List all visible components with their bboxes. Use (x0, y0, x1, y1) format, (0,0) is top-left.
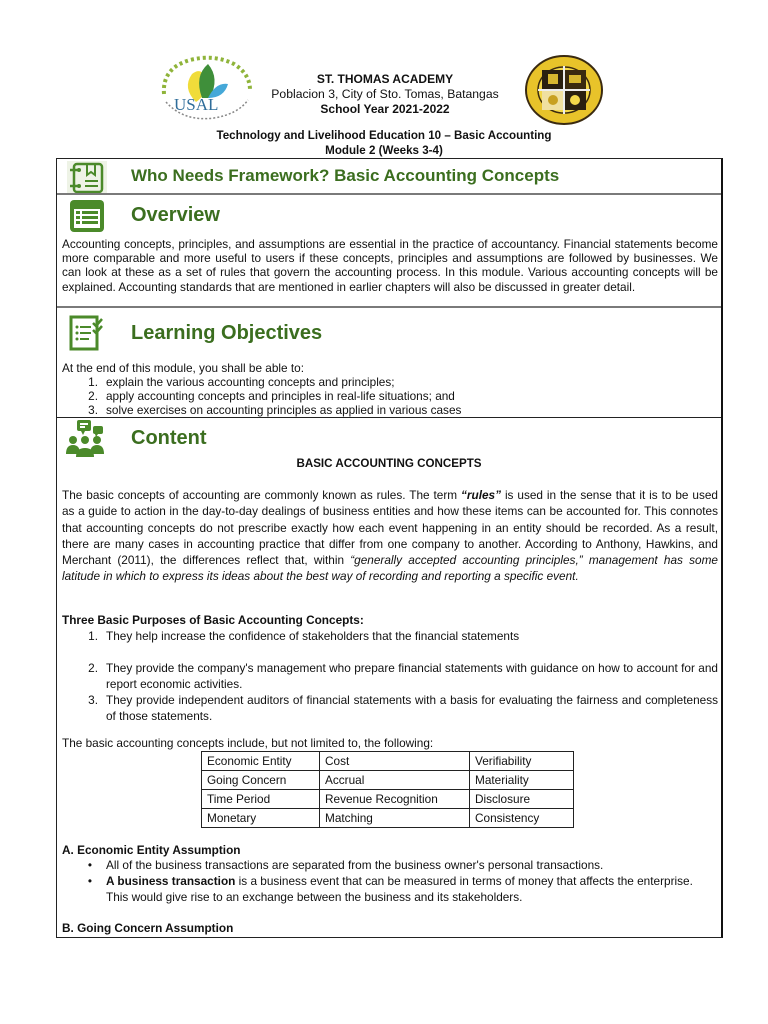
school-name: ST. THOMAS ACADEMY (316, 72, 454, 86)
objectives-list (62, 375, 718, 418)
list-item (62, 389, 718, 403)
concepts-table (201, 751, 574, 828)
table-row (202, 771, 574, 790)
bullet-item (62, 873, 718, 905)
divider (57, 193, 721, 195)
list-number: 1. (88, 375, 98, 389)
business-transaction-term: A business transaction (106, 874, 236, 888)
list-number: 2. (88, 389, 98, 404)
divider (57, 417, 721, 418)
bullet-text (106, 873, 718, 905)
module-number: Module 2 (Weeks 3-4) (325, 144, 443, 157)
table-row (202, 752, 574, 771)
list-item (62, 403, 718, 417)
list-item (62, 375, 718, 389)
module-content-frame (56, 158, 723, 938)
subject-title: Technology and Livelihood Education 10 – Basic Accounting (216, 129, 552, 142)
section-a-heading: A. Economic Entity Assumption (62, 843, 241, 857)
table-cell: Revenue Recognition (320, 790, 470, 809)
rules-term: “rules” (461, 488, 502, 502)
module-title: Who Needs Framework? Basic Accounting Concepts (131, 166, 560, 185)
table-cell: Economic Entity (202, 752, 320, 771)
table-cell: Disclosure (470, 790, 574, 809)
quoted-principles: “generally accepted accounting principles,” management has some latitude in which to express its ideas about the best way of recording and reporting a specific event. (62, 553, 718, 584)
bullet-item (62, 857, 718, 873)
checklist-icon (69, 315, 105, 356)
table-cell: Consistency (470, 809, 574, 828)
list-item (62, 692, 718, 724)
st-thomas-seal-logo (524, 54, 604, 126)
list-text: solve exercises on accounting principles as applied in various cases (106, 403, 462, 418)
learning-objectives-title: Learning Objectives (131, 322, 323, 344)
overview-text: Accounting concepts, principles, and assumptions are essential in the practice of accountancy. Financial statements become more comparable and more useful to users if these concepts, principles and assumptions are followed by businesses. We can look at these as a set of rules that govern the accounting process. In this module. Various accounting concepts will be explained. Accounting standards that are mentioned in earlier chapters will also be discussed in greater detail. (62, 237, 718, 294)
school-info (240, 72, 530, 117)
list-number: 1. (88, 629, 98, 643)
content-paragraph (62, 487, 718, 585)
basic-accounting-concepts-heading: BASIC ACCOUNTING CONCEPTS (296, 457, 482, 470)
list-text: apply accounting concepts and principles in real-life situations; and (106, 389, 455, 404)
table-row (202, 809, 574, 828)
table-row (202, 790, 574, 809)
text-run: is used in the sense that it is to be used as a guide to action in the day-to-day dealings of business entities and how these items can be accounted for. This connotes that accounting concepts do not prescribe exactly how each event happening in an entity should be recorded. As a result, there are many cases in accounting practice that differ from one company to another. According to Anthony, Hawkins, and Merchant (2011), the differences reflect that, within (62, 488, 718, 568)
list-text: explain the various accounting concepts and principles; (106, 375, 395, 389)
divider (57, 306, 721, 308)
table-cell: Going Concern (202, 771, 320, 790)
objectives-intro: At the end of this module, you shall be able to: (62, 361, 304, 375)
school-address: Poblacion 3, City of Sto. Tomas, Batangas (271, 87, 499, 101)
list-item (62, 660, 718, 692)
content-title: Content (131, 427, 207, 449)
school-year: School Year 2021-2022 (320, 102, 450, 116)
table-cell: Verifiability (470, 752, 574, 771)
list-text: They provide the company's management who prepare financial statements with guidance on how to account for and report economic activities. (106, 661, 718, 691)
section-a-bullets (62, 857, 718, 905)
table-cell: Cost (320, 752, 470, 771)
usal-logo-text: USAL (174, 95, 219, 114)
table-cell: Materiality (470, 771, 574, 790)
list-item (62, 628, 718, 644)
table-intro: The basic accounting concepts include, but not limited to, the following: (62, 736, 434, 750)
purposes-list (62, 628, 718, 724)
document-list-icon (69, 199, 105, 238)
subject-heading (0, 128, 768, 158)
table-cell: Time Period (202, 790, 320, 809)
document-header (0, 50, 768, 158)
text-run: The basic concepts of accounting are commonly known as rules. The term (62, 488, 462, 502)
list-number: 2. (88, 661, 98, 675)
table-cell: Accrual (320, 771, 470, 790)
list-text: They help increase the confidence of stakeholders that the financial statements (106, 629, 520, 643)
section-b-heading: B. Going Concern Assumption (62, 921, 234, 935)
bullet-icon: • (87, 858, 92, 872)
list-number: 3. (88, 693, 98, 707)
table-cell: Monetary (202, 809, 320, 828)
bullet-icon: • (87, 874, 92, 888)
list-text: They provide independent auditors of financial statements with a basis for evaluating the fairness and completeness of those statements. (106, 693, 718, 723)
table-cell: Matching (320, 809, 470, 828)
purposes-heading: Three Basic Purposes of Basic Accounting Concepts: (62, 613, 364, 627)
bullet-text: All of the business transactions are separated from the business owner's personal transactions. (106, 858, 604, 872)
text-run: is a business event that can be measured in terms of money that affects the enterprise. This would give rise to an exchange between the business and its stakeholders. (106, 874, 693, 904)
list-number: 3. (88, 403, 98, 418)
overview-title: Overview (131, 204, 220, 226)
